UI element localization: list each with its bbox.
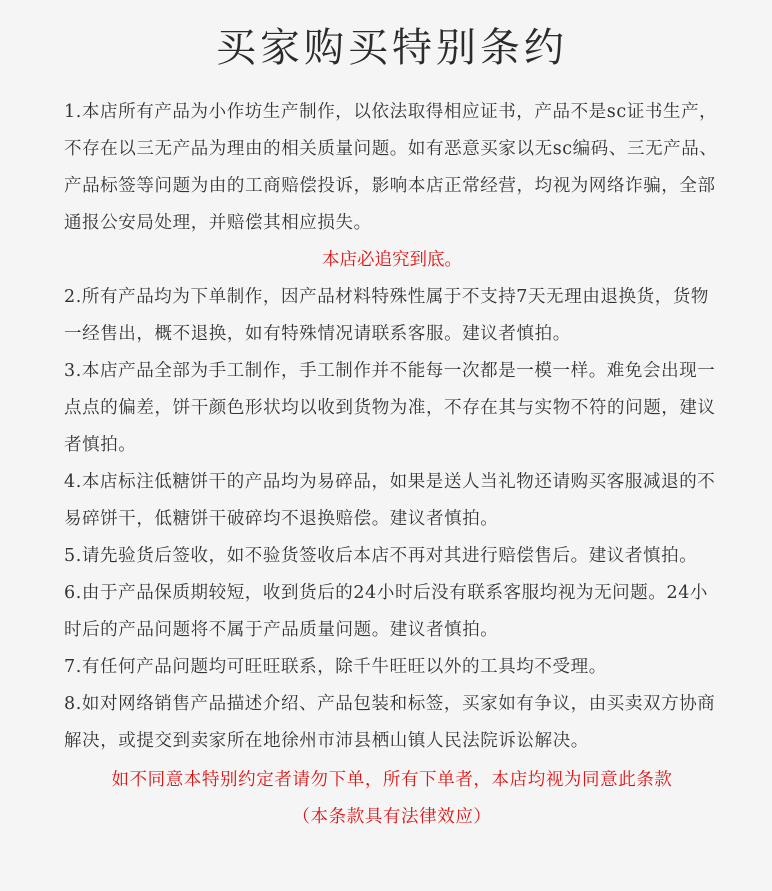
warning-notice: 本店必追究到底。 bbox=[322, 250, 462, 270]
page-title: 买家购买特别条约 bbox=[216, 25, 568, 71]
clause-2: 2.所有产品均为下单制作，因产品材料特殊性属于不支持7天无理由退换货，货物一经售出，概不退换，如有特殊情况请联系客服。建议者慎拍。 bbox=[64, 287, 710, 344]
legal-effect-note: （本条款具有法律效应） bbox=[292, 807, 492, 827]
clause-list bbox=[64, 94, 720, 760]
clause-3: 3.本店产品全部为手工制作，手工制作并不能每一次都是一模一样。难免会出现一点点的偏差，饼干颜色形状均以收到货物为准，不存在其与实物不符的问题，建议者慎拍。 bbox=[64, 361, 716, 455]
clause-8: 8.如对网络销售产品描述介绍、产品包装和标签，买家如有争议，由买卖双方协商解决，或提交到卖家所在地徐州市沛县栖山镇人民法院诉讼解决。 bbox=[64, 694, 716, 751]
clause-5: 5.请先验货后签收，如不验货签收后本店不再对其进行赔偿售后。建议者慎拍。 bbox=[64, 546, 698, 566]
clause-1: 1.本店所有产品为小作坊生产制作，以依法取得相应证书，产品不是sc证书生产，不存在以三无产品为理由的相关质量问题。如有恶意买家以无sc编码、三无产品、产品标签等问题为由的工商赔偿投诉，影响本店正常经营，均视为网络诈骗，全部通报公安局处理，并赔偿其相应损失。 bbox=[64, 102, 718, 233]
clause-6: 6.由于产品保质期较短，收到货后的24小时后没有联系客服均视为无问题。24小时后的产品问题将不属于产品质量问题。建议者慎拍。 bbox=[64, 583, 709, 640]
clause-4: 4.本店标注低糖饼干的产品均为易碎品，如果是送人当礼物还请购买客服减退的不易碎饼干，低糖饼干破碎均不退换赔偿。建议者慎拍。 bbox=[64, 472, 716, 529]
clause-7: 7.有任何产品问题均可旺旺联系，除千牛旺旺以外的工具均不受理。 bbox=[64, 657, 607, 677]
agreement-disclaimer: 如不同意本特别约定者请勿下单，所有下单者，本店均视为同意此条款 bbox=[111, 770, 673, 790]
